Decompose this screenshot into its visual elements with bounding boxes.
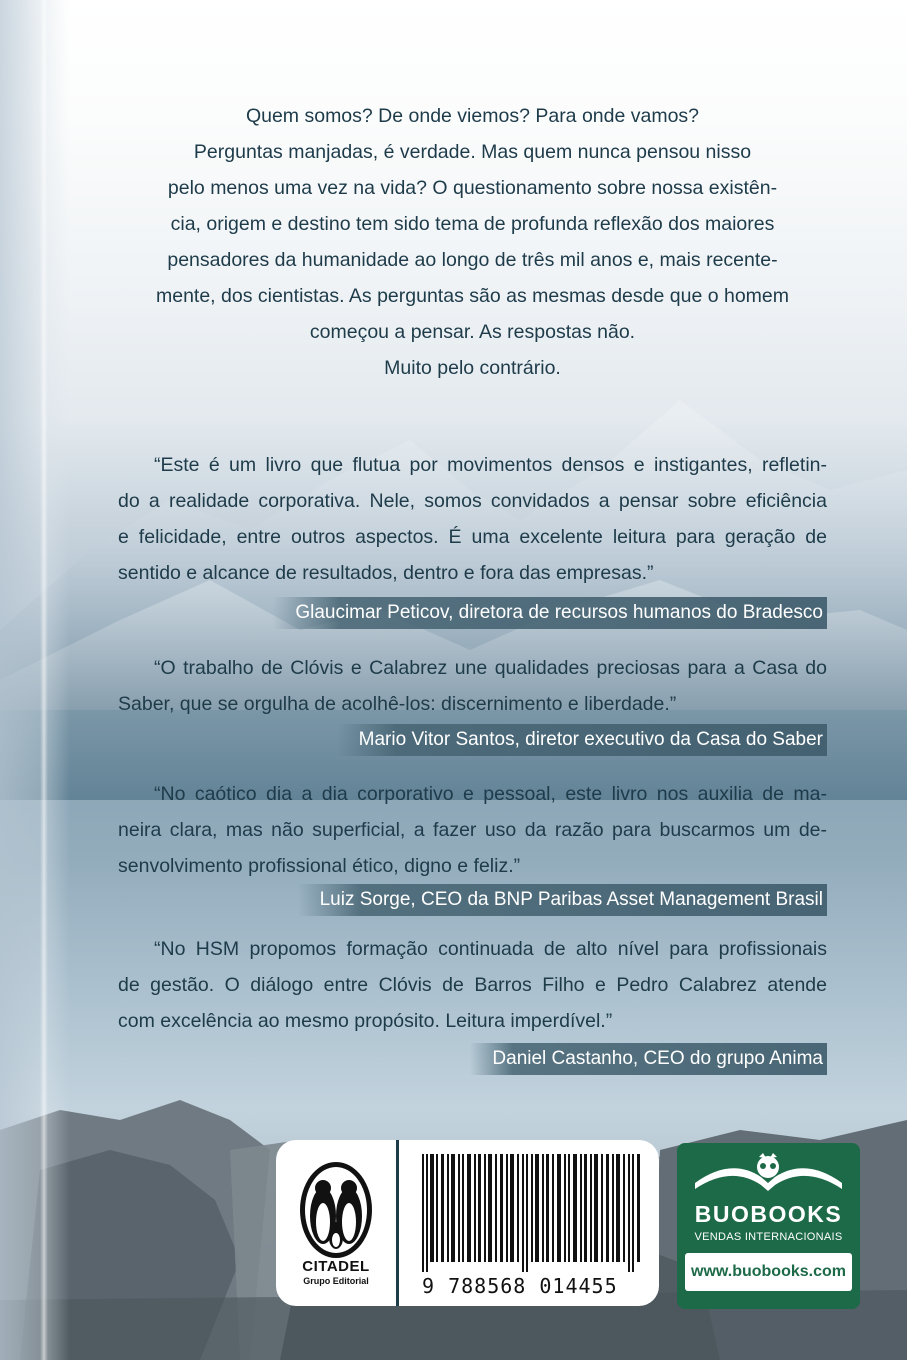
quote-line: “No HSM propomos formação continuada de alto nível para profissionais bbox=[154, 938, 827, 960]
intro-paragraph bbox=[118, 98, 827, 386]
owl-book-icon bbox=[691, 1149, 846, 1197]
penguins-logo-icon bbox=[298, 1158, 374, 1260]
quote-line: sentido e alcance de resultados, dentro e fora das empresas.” bbox=[118, 562, 654, 584]
quote-line: com excelência ao mesmo propósito. Leitura imperdível.” bbox=[118, 1010, 613, 1032]
intro-line: começou a pensar. As respostas não. bbox=[309, 321, 636, 343]
intro-line: pelo menos uma vez na vida? O questionamento sobre nossa existên- bbox=[167, 177, 778, 199]
quote-3-attribution: Luiz Sorge, CEO da BNP Paribas Asset Management Brasil bbox=[298, 884, 827, 916]
intro-line: pensadores da humanidade ao longo de três mil anos e, mais recente- bbox=[167, 249, 778, 271]
quote-4 bbox=[118, 931, 827, 1039]
barcode-panel bbox=[276, 1140, 659, 1306]
quote-1 bbox=[118, 447, 827, 591]
barcode-icon bbox=[422, 1154, 640, 1272]
spine-shading bbox=[0, 0, 70, 1360]
buobooks-title: BUOBOOKS bbox=[694, 1201, 843, 1227]
intro-line: Muito pelo contrário. bbox=[384, 357, 561, 379]
quote-line: neira clara, mas não superficial, a fazer uso da razão para buscarmos um de- bbox=[118, 819, 827, 841]
divider bbox=[396, 1140, 399, 1306]
publisher-logo-block bbox=[276, 1140, 396, 1306]
publisher-name: CITADEL bbox=[302, 1258, 370, 1275]
quote-2-attribution: Mario Vitor Santos, diretor executivo da Casa do Saber bbox=[337, 724, 827, 756]
publisher-subtitle: Grupo Editorial bbox=[303, 1276, 369, 1286]
intro-line: Perguntas manjadas, é verdade. Mas quem nunca pensou nisso bbox=[193, 141, 752, 163]
quote-1-attribution: Glaucimar Peticov, diretora de recursos humanos do Bradesco bbox=[273, 597, 827, 629]
quote-line: e felicidade, entre outros aspectos. É uma excelente leitura para geração de bbox=[118, 526, 827, 548]
quote-3 bbox=[118, 776, 827, 884]
quote-line: Saber, que se orgulha de acolhê-los: discernimento e liberdade.” bbox=[118, 693, 677, 715]
intro-line: Quem somos? De onde viemos? Para onde vamos? bbox=[245, 105, 700, 127]
quote-line: “Este é um livro que flutua por movimentos densos e instigantes, refletin- bbox=[154, 454, 827, 476]
spine-edge bbox=[40, 0, 48, 1360]
buobooks-badge bbox=[677, 1143, 860, 1309]
quote-2 bbox=[118, 650, 827, 722]
intro-line: cia, origem e destino tem sido tema de profunda reflexão dos maiores bbox=[170, 213, 775, 235]
quote-line: de gestão. O diálogo entre Clóvis de Barros Filho e Pedro Calabrez atende bbox=[118, 974, 827, 996]
quote-line: senvolvimento profissional ético, digno e feliz.” bbox=[118, 855, 521, 877]
buobooks-subtitle: VENDAS INTERNACIONAIS bbox=[694, 1231, 843, 1243]
barcode-number: 9 788568 014455 bbox=[422, 1274, 618, 1298]
intro-line: mente, dos cientistas. As perguntas são as mesmas desde que o homem bbox=[155, 285, 789, 307]
quote-line: “O trabalho de Clóvis e Calabrez une qualidades preciosas para a Casa do bbox=[154, 657, 827, 679]
buobooks-url: www.buobooks.com bbox=[685, 1253, 852, 1291]
quote-4-attribution: Daniel Castanho, CEO do grupo Anima bbox=[470, 1043, 827, 1075]
quote-line: “No caótico dia a dia corporativo e pessoal, este livro nos auxilia de ma- bbox=[154, 783, 827, 805]
quote-line: do a realidade corporativa. Nele, somos convidados a pensar sobre eficiência bbox=[118, 490, 827, 512]
